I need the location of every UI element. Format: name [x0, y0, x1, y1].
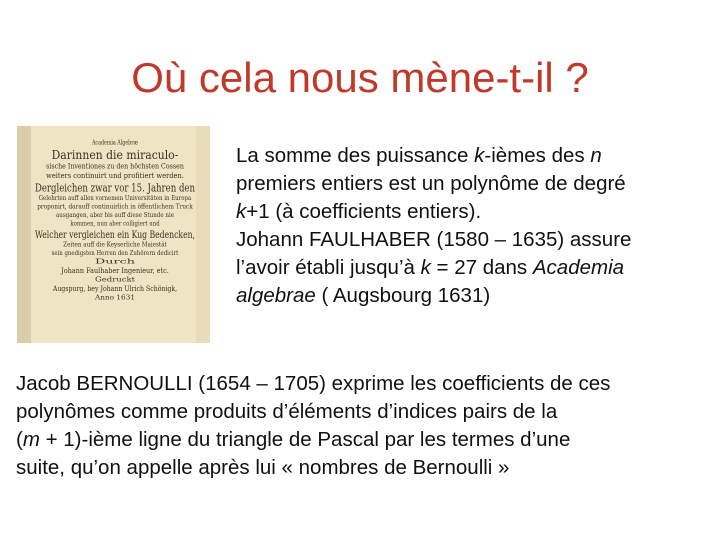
- text-run: -ièmes des: [484, 144, 591, 167]
- book-text-line: kommen, nun aber colligiert und: [70, 220, 160, 228]
- book-text-line: sein gnedigsten Herren den Zuhörern dedicirt: [51, 250, 179, 257]
- paragraph-line: Johann FAULHABER (1580 – 1635) assure: [236, 228, 632, 251]
- book-text-line: Dergleichen zwar vor 15. Jahren den: [35, 181, 195, 195]
- text-run: (: [16, 428, 23, 451]
- bernoulli-paragraph: [16, 370, 716, 482]
- book-title-italic: algebrae: [236, 284, 316, 307]
- paragraph-line: [16, 426, 716, 454]
- paragraph-line: [236, 198, 706, 226]
- book-text-line: Gedruckt: [95, 276, 136, 284]
- slide-title: Où cela nous mène-t-il ?: [131, 54, 589, 101]
- math-variable-m: m: [22, 428, 40, 451]
- faulhaber-paragraph: [236, 142, 706, 310]
- book-text-line: Augspurg, bey Johann Ulrich Schönigk,: [51, 285, 178, 293]
- book-text-line: sische Inventiones zu den höchsten Cossen: [46, 162, 185, 171]
- text-run: l’avoir établi jusqu’à: [236, 256, 421, 279]
- book-text-line: Academia Algebræ: [91, 139, 139, 147]
- text-run: = 27 dans: [430, 256, 533, 279]
- book-text-line: Zeiten auff die Keyserliche Maiestät: [63, 241, 168, 249]
- book-text-line: Welcher vergleichen ein Kug Bedencken,: [35, 230, 195, 241]
- book-text-line: Gelehrten auff allen vornemen Universitäten in Europa: [38, 195, 192, 202]
- math-variable-k: k: [474, 144, 485, 167]
- book-text-line: ausgangen, aber bis auff diese Stunde nie: [55, 212, 175, 219]
- paragraph-line: suite, qu’on appelle après lui « nombres de Bernoulli »: [16, 456, 510, 479]
- text-run: +1 (à coefficients entiers).: [246, 200, 482, 223]
- book-text-line: Darinnen die miraculo-: [51, 148, 179, 162]
- book-text-line: Johann Faulhaber Ingenieur, etc.: [60, 267, 169, 275]
- paragraph-line: [236, 282, 706, 310]
- text-run: ( Augsbourg 1631): [315, 284, 491, 307]
- math-variable-k: k: [236, 200, 247, 223]
- book-text-line: Anno 1631: [93, 294, 135, 302]
- book-text-line: weiters continuirt und profitiert werden.: [46, 172, 184, 180]
- text-run: + 1)-ième ligne du triangle de Pascal par les termes d’une: [39, 428, 571, 451]
- math-variable-n: n: [590, 144, 602, 167]
- book-title-page-image: [17, 126, 210, 343]
- paragraph-line: [236, 142, 706, 170]
- book-text-line: proponirt, darauff continuirlich in öffentlichem Truck: [37, 203, 194, 211]
- book-title-italic: Academia: [532, 256, 625, 279]
- text-run: La somme des puissance: [236, 144, 475, 167]
- paragraph-line: [236, 254, 706, 282]
- paragraph-line: polynômes comme produits d’éléments d’indices pairs de la: [16, 400, 558, 423]
- book-text-line: Durch: [95, 258, 136, 266]
- paragraph-line: premiers entiers est un polynôme de degré: [236, 172, 626, 195]
- paragraph-line: Jacob BERNOULLI (1654 – 1705) exprime les coefficients de ces: [16, 372, 611, 395]
- math-variable-k: k: [420, 256, 431, 279]
